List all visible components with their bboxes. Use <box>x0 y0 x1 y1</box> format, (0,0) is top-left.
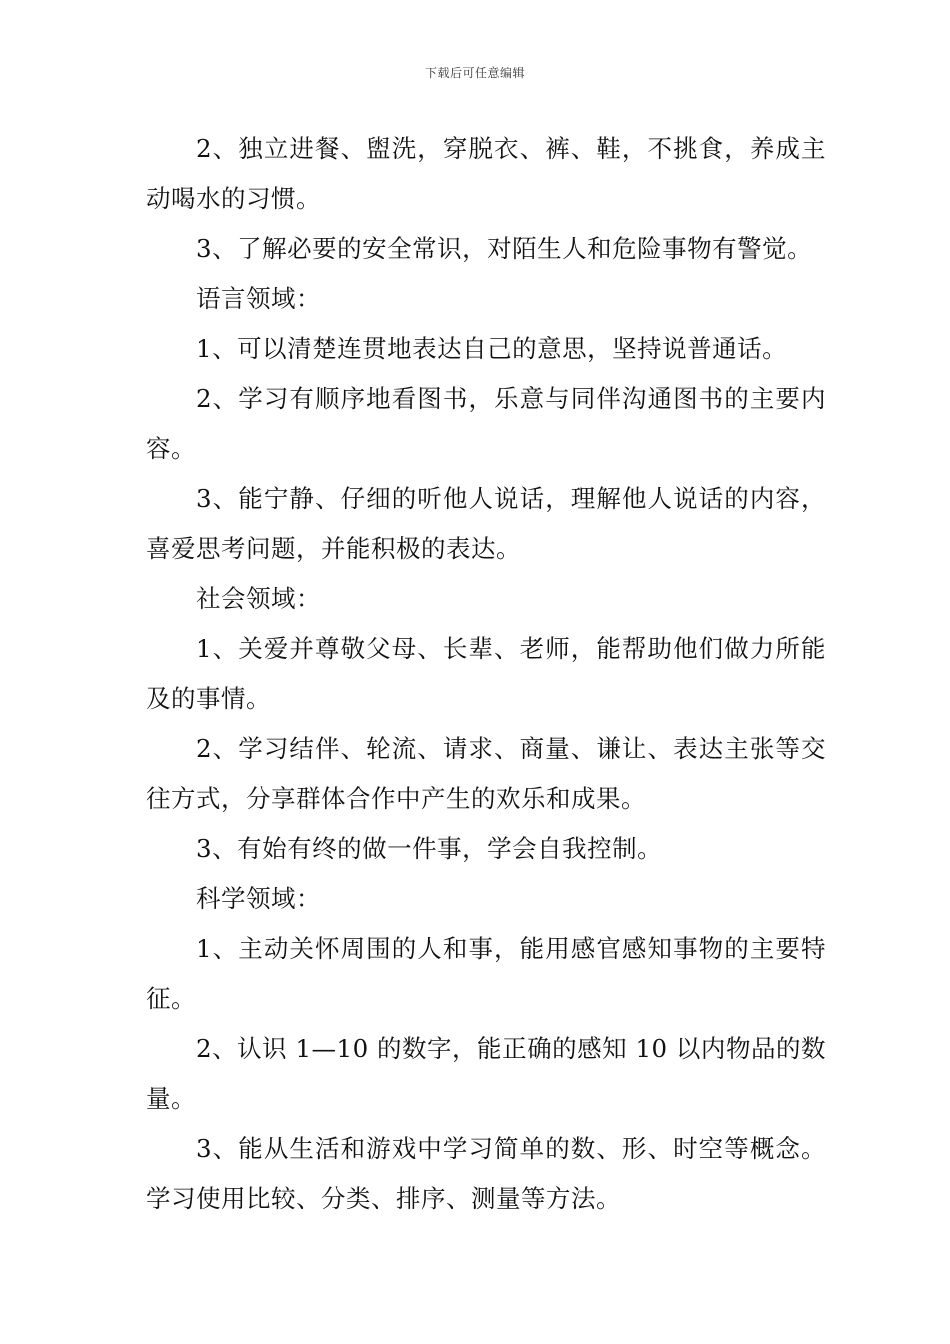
paragraph: 3、有始有终的做一件事，学会自我控制。 <box>196 834 663 863</box>
page-header: 下载后可任意编辑 <box>424 66 525 80</box>
section-heading-language: 语言领域： <box>196 284 321 313</box>
paragraph: 2、独立进餐、盥洗，穿脱衣、裤、鞋，不挑食，养成主动喝水的习惯。 <box>146 134 826 213</box>
paragraph: 2、认识 1—10 的数字，能正确的感知 10 以内物品的数量。 <box>146 1034 826 1113</box>
paragraph: 3、能从生活和游戏中学习简单的数、形、时空等概念。学习使用比较、分类、排序、测量等方法。 <box>146 1134 826 1213</box>
document-body <box>146 124 826 1224</box>
section-heading-social: 社会领域： <box>196 584 321 613</box>
paragraph: 1、主动关怀周围的人和事，能用感官感知事物的主要特征。 <box>146 934 826 1013</box>
paragraph: 2、学习结伴、轮流、请求、商量、谦让、表达主张等交往方式，分享群体合作中产生的欢乐和成果。 <box>146 734 826 813</box>
paragraph: 2、学习有顺序地看图书，乐意与同伴沟通图书的主要内容。 <box>146 384 826 463</box>
paragraph: 1、可以清楚连贯地表达自己的意思，坚持说普通话。 <box>196 334 788 363</box>
paragraph: 3、能宁静、仔细的听他人说话，理解他人说话的内容，喜爱思考问题，并能积极的表达。 <box>146 484 826 563</box>
section-heading-science: 科学领域： <box>196 884 321 913</box>
paragraph: 3、了解必要的安全常识，对陌生人和危险事物有警觉。 <box>196 234 813 263</box>
paragraph: 1、关爱并尊敬父母、长辈、老师，能帮助他们做力所能及的事情。 <box>146 634 826 713</box>
